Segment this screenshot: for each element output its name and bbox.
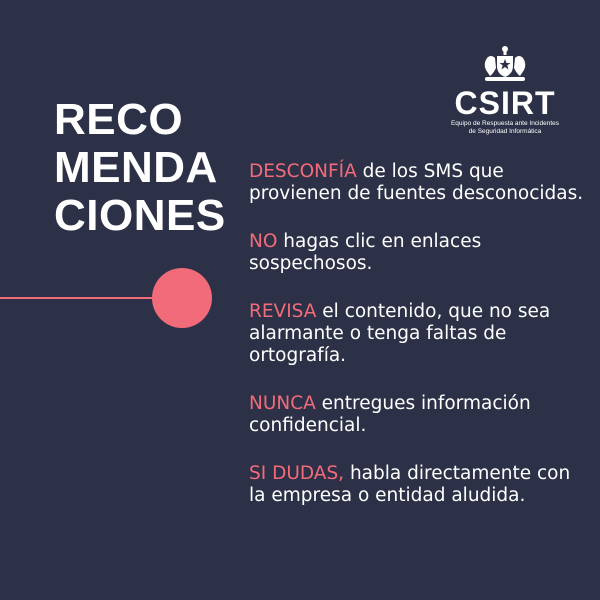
recommendation-keyword: NO [249, 231, 278, 252]
recommendation-keyword: DESCONFÍA [249, 161, 357, 182]
logo-subtitle-line-1: Equipo de Respuesta ante Incidentes [450, 120, 560, 127]
page-title [54, 96, 226, 240]
recommendation-keyword: REVISA [249, 301, 317, 322]
logo-wordmark: CSIRT [454, 85, 556, 121]
coat-of-arms-icon [473, 44, 537, 84]
recommendation-item [249, 231, 589, 275]
accent-circle [152, 268, 212, 328]
recommendation-item [249, 161, 589, 205]
recommendation-item [249, 393, 589, 437]
title-line-1: RECO [54, 95, 184, 144]
csirt-logo [445, 44, 565, 136]
recommendations-list [249, 161, 589, 533]
recommendation-item [249, 301, 589, 367]
recommendation-text: hagas clic en enlaces sospechosos. [249, 231, 482, 274]
logo-subtitle-line-2: de Seguridad Informática [468, 128, 542, 135]
recommendation-keyword: NUNCA [249, 393, 316, 414]
title-line-3: CIONES [54, 191, 226, 240]
recommendation-text: el contenido, que no sea alarmante o tenga faltas de ortografía. [249, 301, 551, 366]
recommendation-item [249, 463, 589, 507]
recommendation-text: entregues información confidencial. [249, 393, 531, 436]
accent-line [0, 297, 175, 299]
recommendation-text: de los SMS que provienen de fuentes desconocidas. [249, 161, 584, 204]
recommendation-text: habla directamente con la empresa o entidad aludida. [249, 463, 571, 506]
title-line-2: MENDA [54, 143, 218, 192]
recommendation-keyword: SI DUDAS, [249, 463, 345, 484]
